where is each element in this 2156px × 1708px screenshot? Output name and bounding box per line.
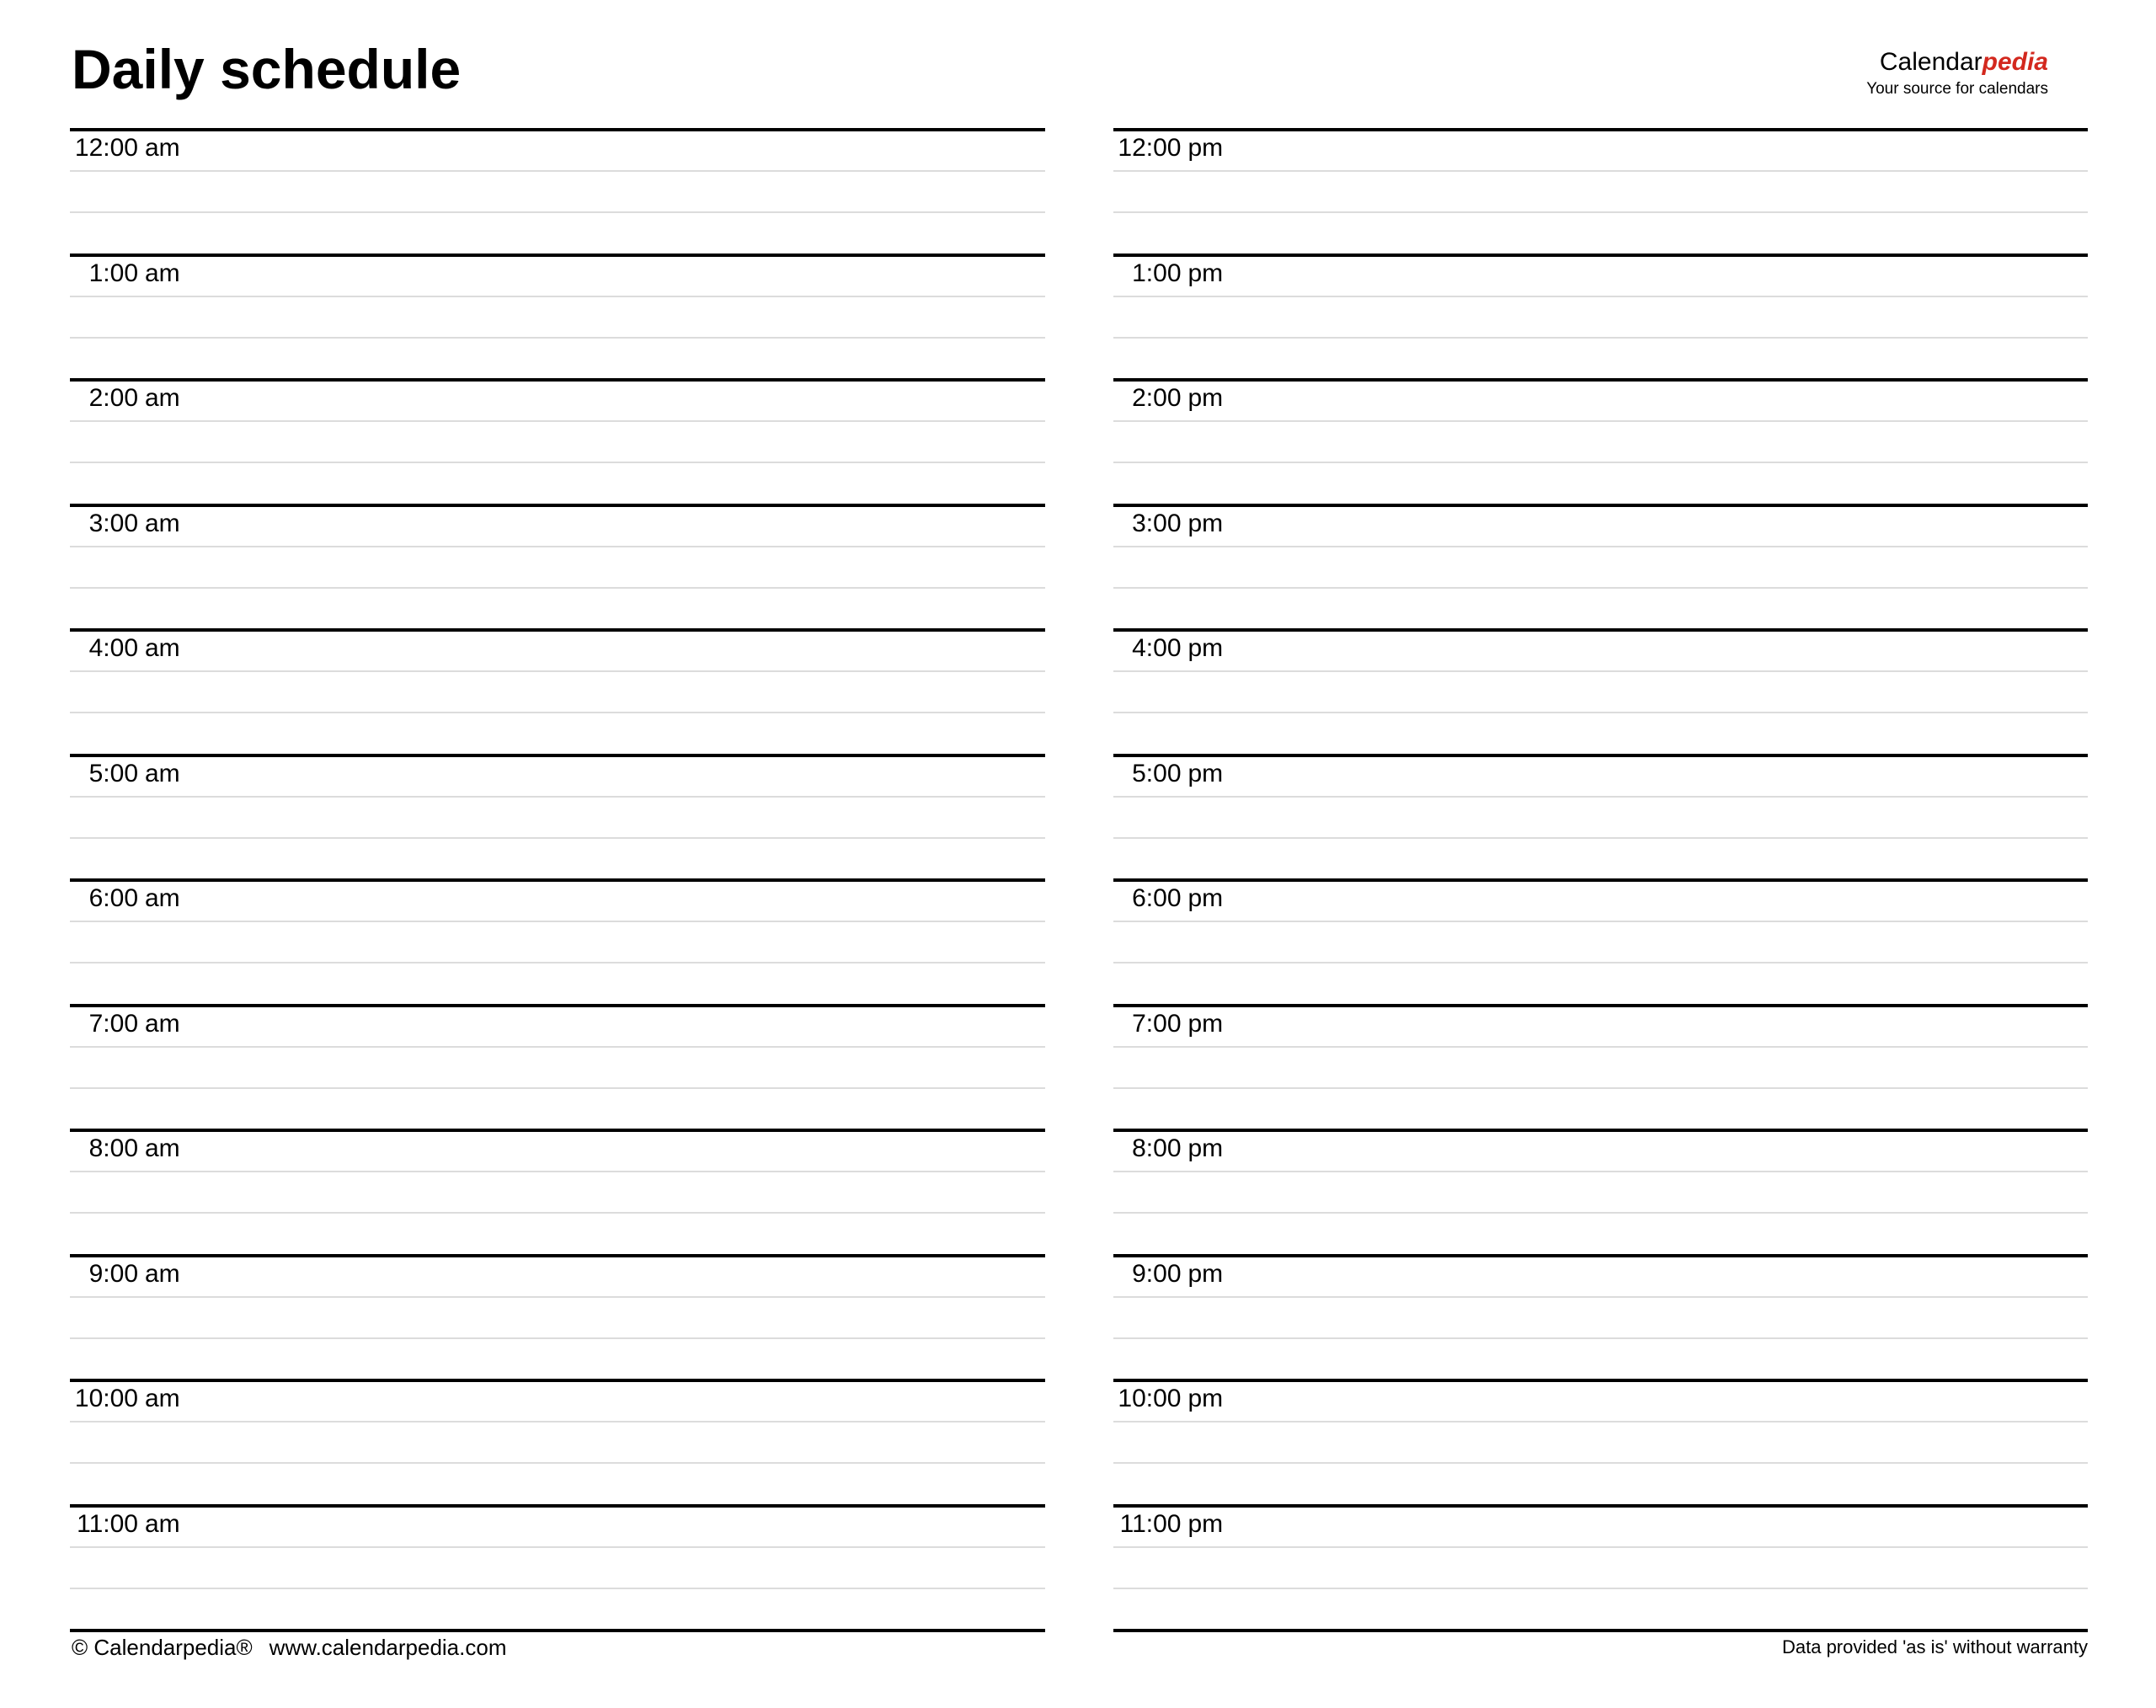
writing-line-row	[70, 672, 1045, 713]
schedule-grid	[70, 128, 2088, 1632]
time-label-row	[1113, 882, 2089, 922]
time-period: pm	[1187, 634, 1224, 662]
writing-line-row	[1113, 297, 2089, 339]
time-label-row	[70, 1007, 1045, 1048]
writing-line-row	[70, 1172, 1045, 1214]
time-slot-300-pm	[1113, 504, 2089, 629]
time-label-row	[70, 131, 1045, 172]
writing-line-row	[70, 839, 1045, 879]
writing-line-row	[70, 963, 1045, 1004]
time-period: am	[145, 1009, 180, 1038]
time-label-row	[70, 1508, 1045, 1548]
time-label-row	[1113, 1007, 2089, 1048]
calendarpedia-logo	[1866, 50, 2048, 97]
time-label-row	[70, 507, 1045, 547]
time-slot-600-pm	[1113, 878, 2089, 1004]
writing-line-row	[70, 213, 1045, 254]
writing-line-row	[70, 1048, 1045, 1089]
time-slot-100-am	[70, 254, 1045, 379]
writing-line-row	[1113, 713, 2089, 754]
writing-line-row	[70, 1339, 1045, 1380]
time-period: pm	[1187, 509, 1224, 537]
writing-line-row	[1113, 547, 2089, 589]
writing-line-row	[1113, 1172, 2089, 1214]
writing-line-row	[70, 172, 1045, 213]
time-period: pm	[1187, 1259, 1224, 1288]
time-label-row	[70, 757, 1045, 798]
footer-copyright-text: © Calendarpedia®	[72, 1635, 253, 1660]
writing-line-row	[70, 922, 1045, 963]
time-slot-700-am	[70, 1004, 1045, 1129]
logo-brand-prefix: Calendar	[1879, 48, 1983, 76]
time-period: pm	[1187, 884, 1224, 912]
writing-line-row	[70, 798, 1045, 839]
writing-line-row	[1113, 339, 2089, 379]
time-slot-100-pm	[1113, 254, 2089, 379]
pm-column	[1113, 128, 2089, 1632]
time-label-row	[1113, 632, 2089, 672]
time-period: pm	[1187, 384, 1224, 412]
time-label-row	[1113, 1382, 2089, 1422]
writing-line-row	[1113, 172, 2089, 213]
time-slot-900-pm	[1113, 1254, 2089, 1380]
footer-website: www.calendarpedia.com	[269, 1635, 507, 1660]
time-slot-200-pm	[1113, 378, 2089, 504]
time-period: am	[145, 884, 180, 912]
time-period: am	[145, 134, 180, 162]
writing-line-row	[1113, 589, 2089, 629]
time-slot-300-am	[70, 504, 1045, 629]
logo-brand	[1866, 50, 2048, 75]
time-label-row	[1113, 757, 2089, 798]
time-period: pm	[1187, 259, 1224, 287]
time-value: 6:00	[88, 884, 138, 912]
time-value: 5:00	[88, 759, 138, 787]
time-value: 1:00	[88, 259, 138, 287]
time-value: 5:00	[1132, 759, 1182, 787]
time-slot-1100-pm	[1113, 1504, 2089, 1630]
time-slot-1200-am	[70, 128, 1045, 254]
time-value: 11:00	[1119, 1509, 1182, 1538]
time-value: 3:00	[1132, 509, 1182, 537]
writing-line-row	[70, 297, 1045, 339]
time-slot-200-am	[70, 378, 1045, 504]
time-period: am	[145, 1134, 180, 1162]
time-period: pm	[1187, 1385, 1224, 1412]
time-slot-400-am	[70, 628, 1045, 754]
time-slot-1100-am	[70, 1504, 1045, 1630]
writing-line-row	[70, 1089, 1045, 1129]
page-title: Daily schedule	[72, 38, 462, 100]
footer-disclaimer: Data provided 'as is' without warranty	[1781, 1636, 2088, 1657]
time-slot-500-am	[70, 754, 1045, 879]
time-value: 4:00	[1132, 634, 1182, 662]
writing-line-row	[70, 547, 1045, 589]
time-label-row	[1113, 257, 2089, 297]
time-label-row	[70, 1132, 1045, 1172]
time-period: pm	[1187, 1009, 1224, 1038]
time-period: am	[145, 509, 180, 537]
time-value: 12:00	[74, 134, 138, 162]
time-period: pm	[1187, 134, 1224, 162]
writing-line-row	[70, 713, 1045, 754]
time-value: 10:00	[1118, 1385, 1182, 1412]
writing-line-row	[1113, 1339, 2089, 1380]
time-label-row	[70, 1257, 1045, 1298]
writing-line-row	[1113, 1089, 2089, 1129]
logo-tagline: Your source for calendars	[1866, 80, 2048, 98]
time-slot-900-am	[70, 1254, 1045, 1380]
writing-line-row	[1113, 1589, 2089, 1630]
time-label-row	[70, 1382, 1045, 1422]
time-label-row	[1113, 507, 2089, 547]
writing-line-row	[1113, 922, 2089, 963]
time-value: 4:00	[88, 634, 138, 662]
time-label-row	[1113, 382, 2089, 422]
time-value: 9:00	[88, 1259, 138, 1288]
writing-line-row	[1113, 1048, 2089, 1089]
time-label-row	[1113, 1132, 2089, 1172]
writing-line-row	[1113, 839, 2089, 879]
writing-line-row	[1113, 463, 2089, 504]
writing-line-row	[70, 463, 1045, 504]
writing-line-row	[70, 1214, 1045, 1254]
time-value: 2:00	[88, 384, 138, 412]
time-value: 12:00	[1118, 134, 1182, 162]
time-value: 3:00	[88, 509, 138, 537]
time-slot-1000-am	[70, 1379, 1045, 1504]
writing-line-row	[1113, 422, 2089, 463]
writing-line-row	[1113, 1214, 2089, 1254]
writing-line-row	[70, 1298, 1045, 1339]
time-label-row	[70, 382, 1045, 422]
time-label-row	[1113, 131, 2089, 172]
footer-copyright	[72, 1636, 506, 1659]
writing-line-row	[1113, 1422, 2089, 1464]
time-value: 1:00	[1132, 259, 1182, 287]
time-slot-1200-pm	[1113, 128, 2089, 254]
writing-line-row	[70, 1422, 1045, 1464]
time-value: 8:00	[88, 1134, 138, 1162]
time-value: 2:00	[1132, 384, 1182, 412]
writing-line-row	[1113, 1548, 2089, 1589]
time-period: am	[145, 634, 180, 662]
time-slot-600-am	[70, 878, 1045, 1004]
time-value: 7:00	[1132, 1009, 1182, 1038]
time-slot-800-am	[70, 1129, 1045, 1254]
time-slot-800-pm	[1113, 1129, 2089, 1254]
time-period: am	[145, 1509, 180, 1538]
logo-brand-suffix: pedia	[1982, 48, 2048, 76]
time-period: am	[145, 1259, 180, 1288]
time-value: 9:00	[1132, 1259, 1182, 1288]
writing-line-row	[1113, 1464, 2089, 1504]
writing-line-row	[1113, 672, 2089, 713]
time-value: 11:00	[77, 1509, 138, 1538]
writing-line-row	[70, 422, 1045, 463]
time-period: am	[145, 259, 180, 287]
writing-line-row	[1113, 1298, 2089, 1339]
time-period: am	[145, 384, 180, 412]
time-slot-1000-pm	[1113, 1379, 2089, 1504]
time-label-row	[70, 257, 1045, 297]
time-period: am	[145, 759, 180, 787]
writing-line-row	[1113, 963, 2089, 1004]
am-column	[70, 128, 1045, 1632]
writing-line-row	[1113, 798, 2089, 839]
writing-line-row	[1113, 213, 2089, 254]
writing-line-row	[70, 339, 1045, 379]
time-value: 8:00	[1132, 1134, 1182, 1162]
writing-line-row	[70, 1548, 1045, 1589]
time-label-row	[1113, 1257, 2089, 1298]
time-period: pm	[1187, 1509, 1224, 1538]
time-label-row	[1113, 1508, 2089, 1548]
time-value: 6:00	[1132, 884, 1182, 912]
time-period: pm	[1187, 759, 1224, 787]
writing-line-row	[70, 1589, 1045, 1630]
time-slot-400-pm	[1113, 628, 2089, 754]
writing-line-row	[70, 589, 1045, 629]
time-value: 7:00	[88, 1009, 138, 1038]
time-period: am	[145, 1385, 180, 1412]
time-period: pm	[1187, 1134, 1224, 1162]
time-label-row	[70, 882, 1045, 922]
time-label-row	[70, 632, 1045, 672]
time-value: 10:00	[74, 1385, 138, 1412]
writing-line-row	[70, 1464, 1045, 1504]
time-slot-500-pm	[1113, 754, 2089, 879]
time-slot-700-pm	[1113, 1004, 2089, 1129]
